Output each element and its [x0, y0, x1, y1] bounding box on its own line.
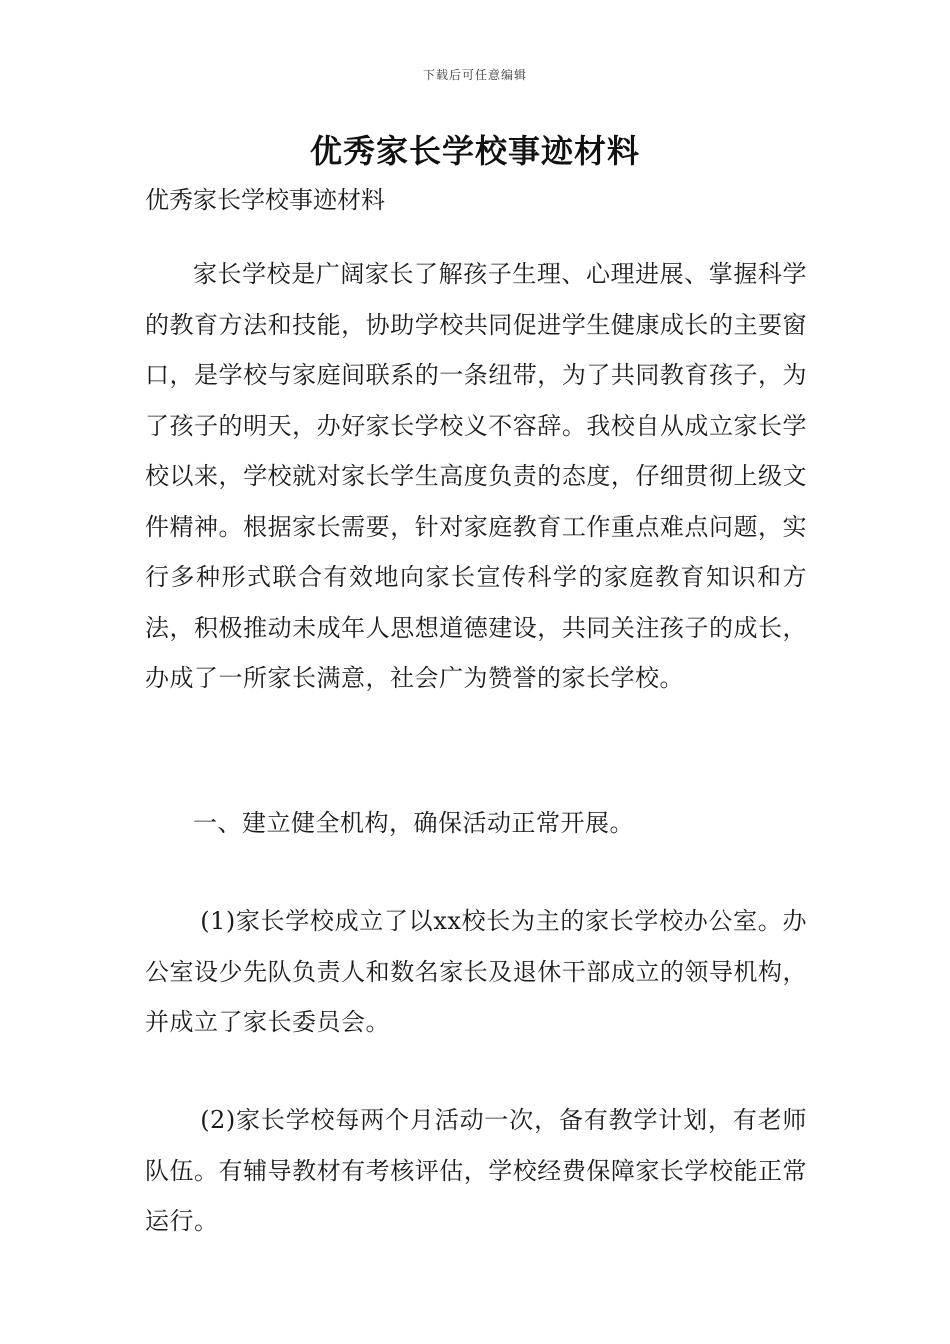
- document-title: 优秀家长学校事迹材料: [309, 132, 640, 170]
- document-subtitle: 优秀家长学校事迹材料: [145, 186, 385, 214]
- item-paragraph-2: (2)家长学校每两个月活动一次，备有教学计划，有老师队伍。有辅导教材有考核评估，学校经费保障家长学校能正常运行。: [145, 1106, 807, 1235]
- item-paragraph-1: (1)家长学校成立了以xx校长为主的家长学校办公室。办公室设少先队负责人和数名家长及退休干部成立的领导机构，并成立了家长委员会。: [145, 907, 807, 1036]
- section-heading-1: 一、建立健全机构，确保活动正常开展。: [193, 809, 634, 837]
- intro-paragraph: 家长学校是广阔家长了解孩子生理、心理进展、掌握科学的教育方法和技能，协助学校共同促进学生健康成长的主要窗口，是学校与家庭间联系的一条纽带，为了共同教育孩子，为了孩子的明天，办好家长学校义不容辞。我校自从成立家长学校以来，学校就对家长学生高度负责的态度，仔细贯彻上级文件精神。根据家长需要，针对家庭教育工作重点难点问题，实行多种形式联合有效地向家长宣传科学的家庭教育知识和方法，积极推动未成年人思想道德建设，共同关注孩子的成长，办成了一所家长满意，社会广为赞誉的家长学校。: [145, 260, 807, 692]
- header-note: 下载后可任意编辑: [422, 68, 527, 82]
